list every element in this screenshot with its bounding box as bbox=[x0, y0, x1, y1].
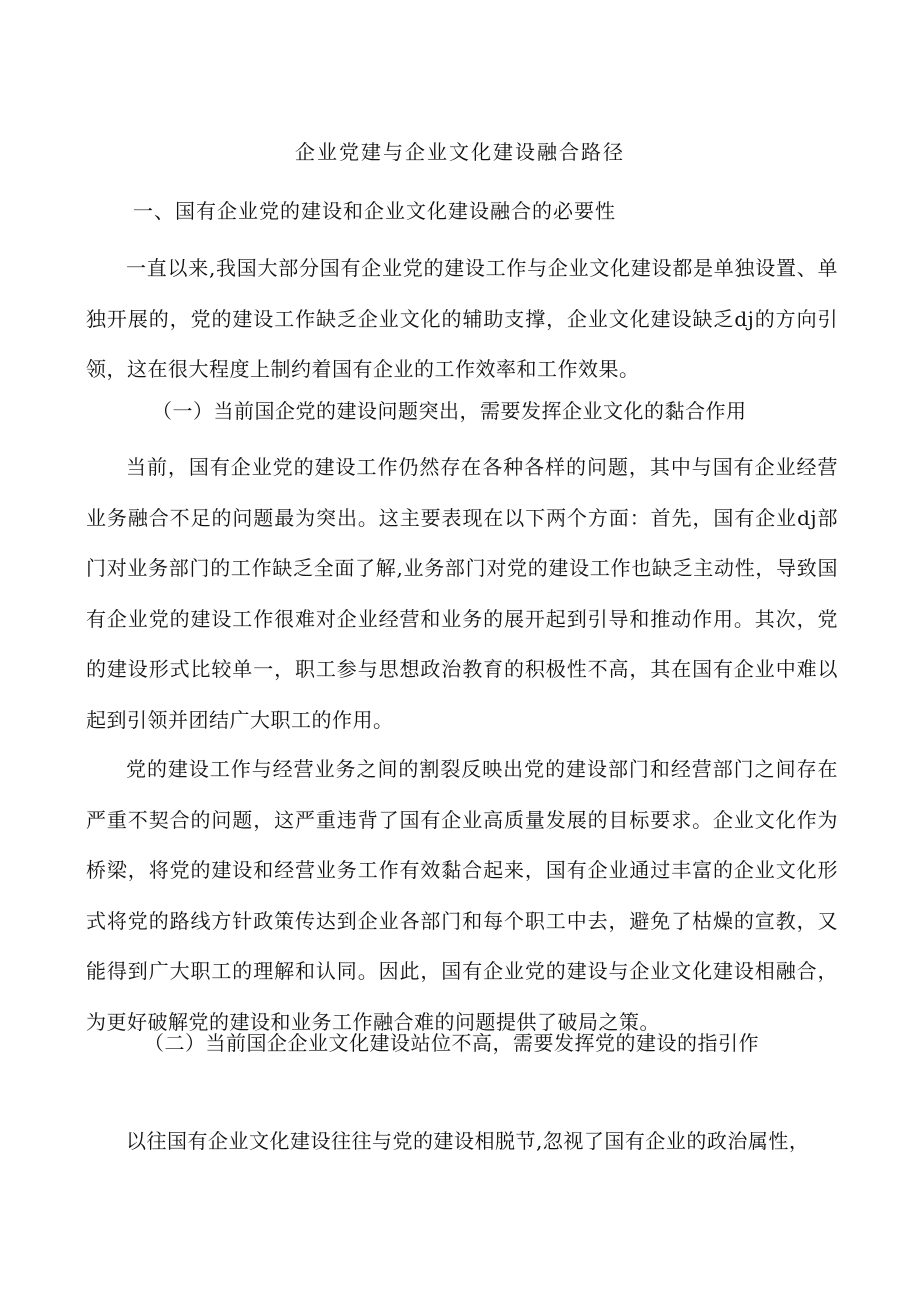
subsection-heading-1: （一）当前国企党的建设问题突出，需要发挥企业文化的黏合作用 bbox=[152, 399, 747, 423]
document-title: 企业党建与企业文化建设融合路径 bbox=[295, 140, 625, 164]
paragraph-2: 当前，国有企业党的建设工作仍然存在各种各样的问题，其中与国有企业经营业务融合不足的问题最为突出。这主要表现在以下两个方面：首先，国有企业dj部门对业务部门的工作缺乏全面了解,业务部门对党的建设工作也缺乏主动性，导致国有企业党的建设工作很难对企业经营和业务的展开起到引导和推动作用。其次，党的建设形式比较单一，职工参与思想政治教育的积极性不高，其在国有企业中难以起到引领并团结广大职工的作用。 bbox=[86, 455, 838, 732]
paragraph-4: 以往国有企业文化建设往往与党的建设相脱节,忽视了国有企业的政治属性， bbox=[126, 1129, 810, 1153]
paragraph-3: 党的建设工作与经营业务之间的割裂反映出党的建设部门和经营部门之间存在严重不契合的问题，这严重违背了国有企业高质量发展的目标要求。企业文化作为桥梁，将党的建设和经营业务工作有效黏合起来，国有企业通过丰富的企业文化形式将党的路线方针政策传达到企业各部门和每个职工中去，避免了枯燥的宣教，又能得到广大职工的理解和认同。因此，国有企业党的建设与企业文化建设相融合，为更好破解党的建设和业务工作融合难的问题提供了破局之策。 bbox=[86, 757, 838, 1034]
section-heading-1: 一、国有企业党的建设和企业文化建设融合的必要性 bbox=[133, 199, 616, 223]
paragraph-1: 一直以来,我国大部分国有企业党的建设工作与企业文化建设都是单独设置、单独开展的，党的建设工作缺乏企业文化的辅助支撑，企业文化建设缺乏dj的方向引领，这在很大程度上制约着国有企业的工作效率和工作效果。 bbox=[86, 256, 838, 381]
subsection-heading-2: （二）当前国企企业文化建设站位不高，需要发挥党的建设的指引作 bbox=[144, 1031, 759, 1055]
